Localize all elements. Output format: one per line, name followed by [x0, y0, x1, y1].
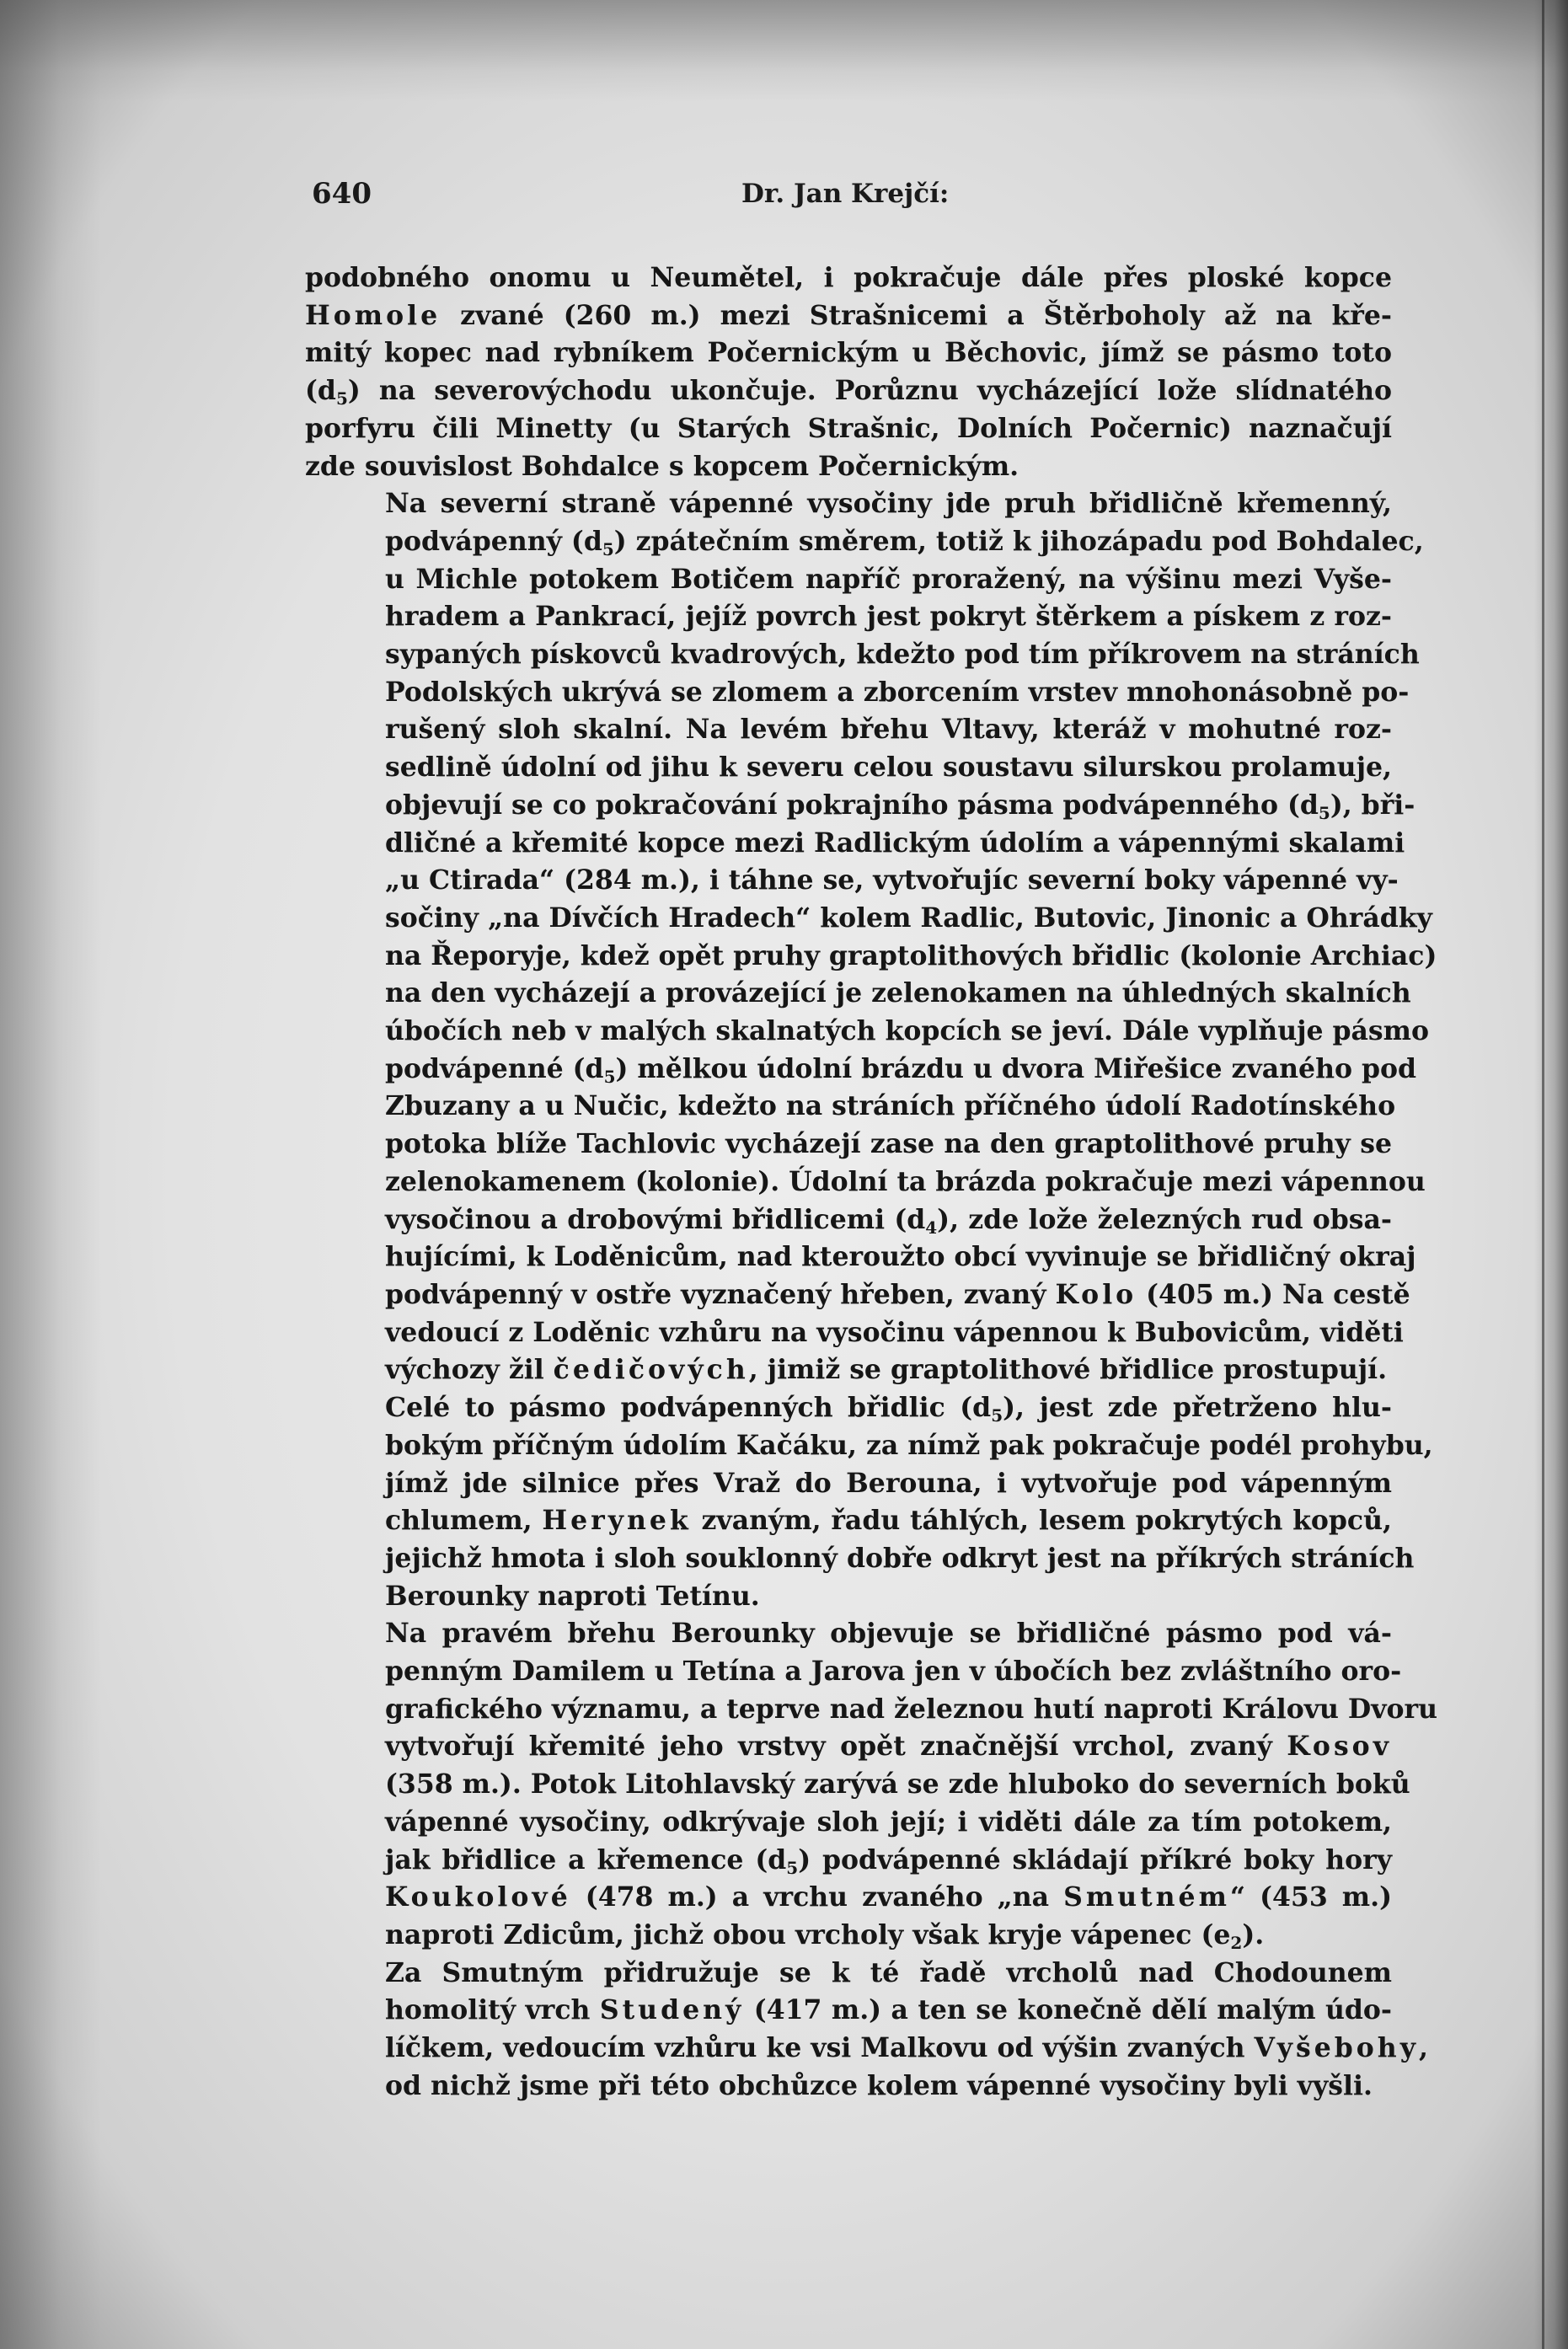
text-line: podvápenné $(d_5)$ mělkou údolní brázdu u dvora Miřešice zvaného pod	[385, 1052, 1417, 1087]
text-line: úbočích neb v malých skalnatých kopcích se jeví. Dále vyplňuje pásmo	[385, 1015, 1430, 1047]
text-line: Zbuzany a u Nučic, kdežto na stráních příčného údolí Radotínského	[385, 1090, 1396, 1122]
text-line: grafického významu, a teprve nad železnou hutí naproti Královu Dvoru	[385, 1693, 1438, 1725]
text-line: u Michle potokem Botičem napříč proražený, na výšinu mezi Vyše-	[385, 563, 1392, 595]
text-line: dličné a křemité kopce mezi Radlickým údolím a vápennými skalami	[385, 827, 1405, 859]
text-line: zde souvislost Bohdalce s kopcem Počernickým.	[305, 450, 1019, 482]
text-line: na Řeporyje, kdež opět pruhy graptolithových břidlic (kolonie Archiac)	[385, 939, 1437, 971]
text-line: porfyru čili Minetty (u Starých Strašnic, Dolních Počernic) naznačují	[305, 412, 1392, 444]
body-text	[305, 260, 1438, 2105]
text-line: líčkem, vedoucím vzhůru ke vsi Malkovu od výšin zvaných Vyšebohy,	[385, 2032, 1428, 2064]
text-line: zelenokamenem (kolonie). Údolní ta brázda pokračuje mezi vápennou	[385, 1165, 1426, 1197]
paragraph	[305, 1955, 1428, 2106]
text-line: objevují se co pokračování pokrajního pásma podvápenného $(d_5)$, bři-	[385, 789, 1415, 823]
text-line: penným Damilem u Tetína a Jarova jen v úbočích bez zvláštního oro-	[385, 1656, 1402, 1688]
text-line: od nichž jsme při této obchůzce kolem vápenné vysočiny byli vyšli.	[385, 2069, 1373, 2101]
running-head: Dr. Jan Krejčí:	[741, 179, 950, 209]
text-line: $(d_5)$ na severovýchodu ukončuje. Porůznu vycházející lože slídnatého	[305, 375, 1392, 409]
text-line: sedlině údolní od jihu k severu celou soustavu silurskou prolamuje,	[385, 752, 1392, 784]
page-shadow-right	[1534, 0, 1568, 2349]
text-line: vytvořují křemité jeho vrstvy opět značnější vrchol, zvaný Kosov	[385, 1731, 1392, 1763]
text-line: sypaných pískovců kvadrových, kdežto pod tím příkrovem na stráních	[385, 639, 1420, 671]
text-line: jak břidlice a křemence $(d_5)$ podvápenné skládají příkré boky hory	[385, 1843, 1392, 1878]
text-line: jejichž hmota i sloh souklonný dobře odkryt jest na příkrých stráních	[385, 1542, 1415, 1574]
text-line: vedoucí z Loděnic vzhůru na vysočinu vápennou k Bubovicům, viděti	[385, 1316, 1404, 1348]
text-line: Podolských ukrývá se zlomem a zborcením vrstev mnohonásobně po-	[385, 676, 1410, 708]
text-line: podvápenný $(d_5)$ zpátečním směrem, totiž k jihozápadu pod Bohdalec,	[385, 525, 1424, 559]
text-line: Celé to pásmo podvápenných břidlic $(d_5)$, jest zde přetrženo hlu-	[385, 1392, 1392, 1426]
text-line: podvápenný v ostře vyznačený hřeben, zvaný Kolo (405 m.) Na cestě	[385, 1278, 1410, 1310]
text-line: Koukolové (478 m.) a vrchu zvaného „na Smutném“ (453 m.)	[385, 1881, 1392, 1913]
text-line: naproti Zdicům, jichž obou vrcholy však kryje vápenec $(e_2)$.	[385, 1918, 1265, 1953]
page-shadow-top	[0, 0, 1568, 101]
paragraph	[305, 1389, 1433, 1615]
text-line: hujícími, k Loděnicům, nad kteroužto obcí vyvinuje se břidličný okraj	[385, 1241, 1416, 1273]
text-line: Homole zvané (260 m.) mezi Strašnicemi a Štěrboholy až na kře-	[305, 299, 1392, 331]
text-line: vysočinou a drobovými břidlicemi $(d_4)$, zde lože železných rud obsa-	[385, 1203, 1392, 1238]
text-line: potoka blíže Tachlovic vycházejí zase na den graptolithové pruhy se	[385, 1128, 1392, 1160]
text-line: podobného onomu u Neumětel, i pokračuje dále přes ploské kopce	[305, 262, 1392, 293]
text-line: homolitý vrch Studený (417 m.) a ten se konečně dělí malým údo-	[385, 1994, 1392, 2026]
page-shadow-left	[0, 0, 101, 2349]
text-line: hradem a Pankrací, jejíž povrch jest pokryt štěrkem a pískem z roz-	[385, 601, 1392, 633]
page-header	[312, 177, 1390, 219]
text-line: vápenné vysočiny, odkrývaje sloh její; i viděti dále za tím potokem,	[385, 1806, 1392, 1838]
page-edge-line	[1542, 0, 1544, 2349]
text-line: chlumem, Herynek zvaným, řadu táhlých, lesem pokrytých kopců,	[385, 1505, 1392, 1537]
text-line: „u Ctirada“ (284 m.), i táhne se, vytvořujíc severní boky vápenné vy-	[385, 864, 1399, 896]
text-line: (358 m.). Potok Litohlavský zarývá se zde hluboko do severních boků	[385, 1768, 1410, 1801]
text-line: jímž jde silnice přes Vraž do Berouna, i vytvořuje pod vápenným	[385, 1467, 1392, 1499]
paragraph	[305, 1615, 1438, 1954]
text-line: na den vycházejí a provázející je zelenokamen na úhledných skalních	[385, 977, 1411, 1009]
text-line: Berounky naproti Tetínu.	[385, 1580, 760, 1612]
paragraph	[305, 485, 1437, 1389]
text-line: rušený sloh skalní. Na levém břehu Vltavy, kteráž v mohutné roz-	[385, 714, 1392, 746]
text-line: mitý kopec nad rybníkem Počernickým u Běchovic, jímž se pásmo toto	[305, 337, 1392, 369]
text-line: Na severní straně vápenné vysočiny jde pruh břidličně křemenný,	[385, 488, 1392, 520]
text-line: výchozy žil čedičových, jimiž se graptolithové břidlice prostupují.	[385, 1354, 1388, 1386]
text-line: bokým příčným údolím Kačáku, za nímž pak pokračuje podél prohybu,	[385, 1429, 1433, 1461]
text-line: Na pravém břehu Berounky objevuje se břidličné pásmo pod vá-	[385, 1618, 1392, 1650]
text-line: Za Smutným přidružuje se k té řadě vrcholů nad Chodounem	[385, 1956, 1392, 1988]
text-line: sočiny „na Dívčích Hradech“ kolem Radlic, Butovic, Jinonic a Ohrádky	[385, 902, 1432, 934]
page-number: 640	[312, 177, 372, 211]
paragraph	[305, 260, 1392, 485]
